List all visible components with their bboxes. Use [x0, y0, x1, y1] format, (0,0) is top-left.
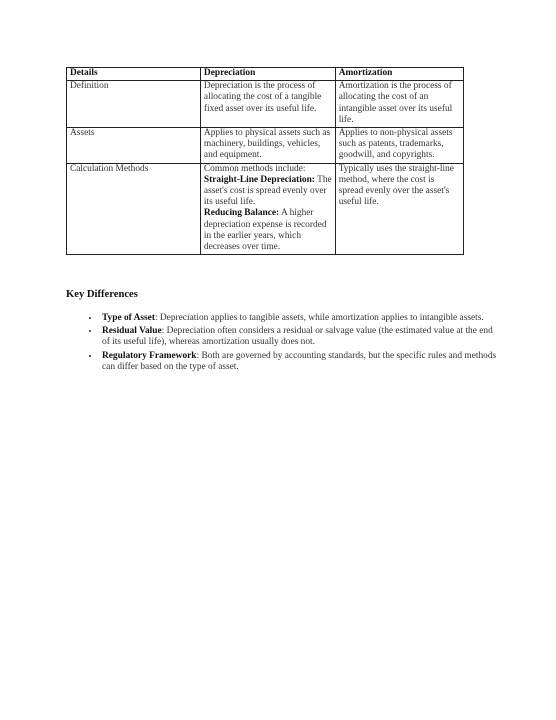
table-row-calculation-methods — [67, 163, 464, 255]
table-row-definition — [67, 81, 464, 128]
method-reducing-balance-text: A higher depreciation expense is recorded in the earlier years, which decreases over time. — [203, 208, 327, 253]
header-depreciation: Depreciation — [200, 68, 335, 81]
amortization-assets: Applies to non-physical assets such as patents, trademarks, goodwill, and copyrights. — [335, 128, 463, 164]
difference-term: Regulatory Framework — [102, 350, 197, 361]
difference-text: : Both are governed by accounting standards, but the specific rules and methods can differ based on the type of asset. — [102, 350, 497, 372]
row-label-definition: Definition — [67, 81, 201, 128]
depreciation-definition: Depreciation is the process of allocating the cost of a tangible fixed asset over its useful life. — [200, 81, 335, 128]
header-amortization: Amortization — [335, 68, 463, 81]
row-label-assets: Assets — [67, 128, 201, 164]
amortization-definition: Amortization is the process of allocating the cost of an intangible asset over its useful life. — [335, 81, 463, 128]
difference-text: : Depreciation often considers a residual or salvage value (the estimated value at the end of its useful life), whereas amortization usually does not. — [102, 326, 493, 348]
depreciation-assets: Applies to physical assets such as machinery, buildings, vehicles, and equipment. — [200, 128, 335, 164]
method-reducing-balance-title: Reducing Balance: — [203, 208, 280, 219]
difference-term: Residual Value — [102, 326, 162, 337]
header-details: Details — [67, 68, 201, 81]
list-item — [100, 351, 500, 373]
difference-term: Type of Asset — [102, 313, 155, 323]
table-row-assets — [67, 128, 464, 164]
method-straight-line-text: The asset's cost is spread evenly over its useful life. — [203, 174, 332, 208]
difference-text: : Depreciation applies to tangible assets, while amortization applies to intangible assets. — [154, 313, 484, 323]
list-item — [100, 326, 500, 348]
method-straight-line-title: Straight-Line Depreciation: — [203, 174, 315, 185]
amortization-calculation-methods: Typically uses the straight-line method, where the cost is spread evenly over the asset's useful life. — [335, 163, 463, 255]
key-differences-heading: Key Differences — [66, 289, 138, 300]
key-differences-list — [86, 313, 500, 375]
comparison-table — [66, 67, 464, 255]
row-label-calculation-methods: Calculation Methods — [67, 163, 201, 255]
methods-intro: Common methods include: — [203, 163, 306, 174]
table-header-row — [67, 68, 464, 81]
list-item — [100, 313, 500, 324]
depreciation-calculation-methods — [200, 163, 335, 255]
